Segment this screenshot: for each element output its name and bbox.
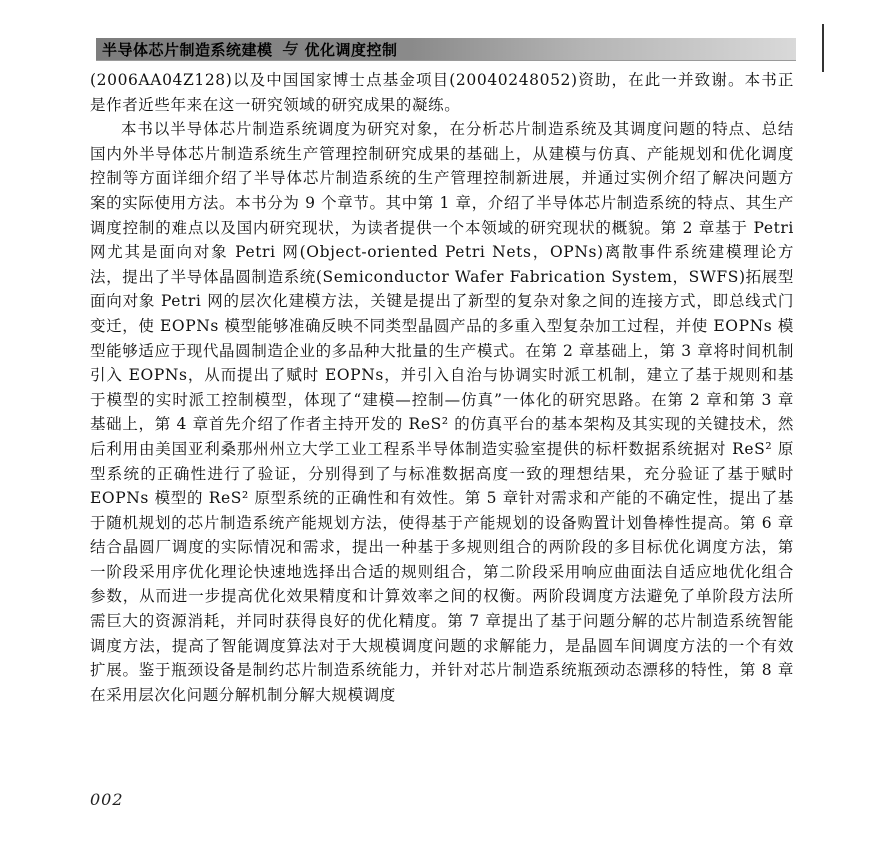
paragraph-book-overview: 本书以半导体芯片制造系统调度为研究对象，在分析芯片制造系统及其调度问题的特点、总结国内外半导体芯片制造系统生产管理控制研究成果的基础上，从建模与仿真、产能规划和优化调度控制等方面详细介绍了半导体芯片制造系统的生产管理控制新进展，并通过实例介绍了解决问题方案的实际使用方法。本书分为 9 个章节。其中第 1 章，介绍了半导体芯片制造系统的特点、其生产调度控制的难点以及国内研究现状，为读者提供一个本领域的研究现状的概貌。第 2 章基于 Petri 网尤其是面向对象 Petri 网(Object-oriented Petri Nets，OPNs)离散事件系统建模理论方法，提出了半导体晶圆制造系统(Semiconductor Wafer Fabrication System，SWFS)拓展型面向对象 Petri 网的层次化建模方法，关键是提出了新型的复杂对象之间的连接方式，即总线式门变迁，使 EOPNs 模型能够准确反映不同类型晶圆产品的多重入型复杂加工过程，并使 EOPNs 模型能够适应于现代晶圆制造企业的多品种大批量的生产模式。在第 2 章基础上，第 3 章将时间机制引入 EOPNs，从而提出了赋时 EOPNs，并引入自治与协调实时派工机制，建立了基于规则和基于模型的实时派工控制模型，体现了“建模—控制—仿真”一体化的研究思路。在第 2 章和第 3 章基础上，第 4 章首先介绍了作者主持开发的 ReS² 的仿真平台的基本架构及其实现的关键技术，然后利用由美国亚利桑那州州立大学工业工程系半导体制造实验室提供的标杆数据系统据对 ReS² 原型系统的正确性进行了验证，分别得到了与标准数据高度一致的理想结果，充分验证了基于赋时 EOPNs 模型的 ReS² 原型系统的正确性和有效性。第 5 章针对需求和产能的不确定性，提出了基于随机规划的芯片制造系统产能规划方法，使得基于产能规划的设备购置计划鲁棒性提高。第 6 章结合晶圆厂调度的实际情况和需求，提出一种基于多规则组合的两阶段的多目标优化调度方法，第一阶段采用序优化理论快速地选择出合适的规则组合，第二阶段采用响应曲面法自适应地优化组合参数，从而进一步提高优化效果精度和计算效率之间的权衡。两阶段调度方法避免了单阶段方法所需巨大的资源消耗，并同时获得良好的优化精度。第 7 章提出了基于问题分解的芯片制造系统智能调度方法，提高了智能调度算法对于大规模调度问题的求解能力，是晶圆车间调度方法的一个有效扩展。鉴于瓶颈设备是制约芯片制造系统能力，并针对芯片制造系统瓶颈动态漂移的特性，第 8 章在采用层次化问题分解机制分解大规模调度 <box>90 120 794 704</box>
page-body <box>90 68 794 707</box>
header-book-subtitle: 优化调度控制 <box>304 40 398 59</box>
page-number: 002 <box>90 790 124 809</box>
page-edge-line <box>822 24 824 72</box>
header-connector-glyph <box>277 40 301 58</box>
header-book-title: 半导体芯片制造系统建模 <box>102 40 273 59</box>
running-header <box>96 38 796 60</box>
header-connector-text: 与 <box>281 40 297 58</box>
header-rule <box>96 60 796 61</box>
paragraph-continuation: (2006AA04Z128)以及中国国家博士点基金项目(20040248052)资助，在此一并致谢。本书正是作者近些年来在这一研究领域的研究成果的凝练。 <box>90 71 794 114</box>
